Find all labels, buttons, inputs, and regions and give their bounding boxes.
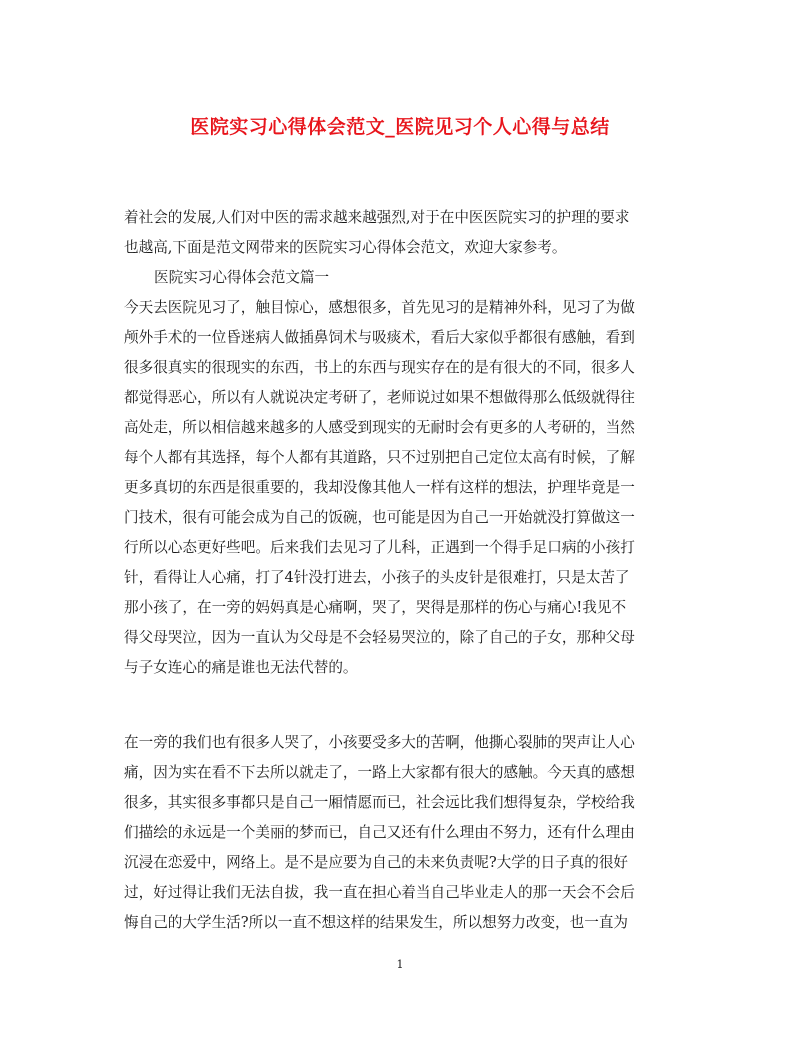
text-line: 与子女连心的痛是谁也无法代替的。 <box>124 659 358 676</box>
text-line: 那小孩了，在一旁的妈妈真是心痛啊，哭了，哭得是那样的伤心与痛心!我见不 <box>124 599 627 616</box>
text-line: 颅外手术的一位昏迷病人做插鼻饲术与吸痰术，看后大家似乎都很有感触，看到 <box>124 329 635 346</box>
paragraph-2 <box>124 728 676 938</box>
text-line: 行所以心态更好些吧。后来我们去见习了儿科，正遇到一个得手足口病的小孩打 <box>124 539 635 556</box>
text-line: 针，看得让人心痛，打了4针没打进去，小孩子的头皮针是很难打，只是太苦了 <box>124 569 630 586</box>
text-line: 很多很真实的很现实的东西，书上的东西与现实存在的是有很大的不同，很多人 <box>124 359 635 376</box>
document-title: 医院实习心得体会范文_医院见习个人心得与总结 <box>190 116 610 138</box>
text-line: 今天去医院见习了，触目惊心，感想很多，首先见习的是精神外科，见习了为做 <box>124 299 635 316</box>
text-line: 在一旁的我们也有很多人哭了，小孩要受多大的苦啊，他撕心裂肺的哭声让人心 <box>124 734 635 751</box>
text-line: 得父母哭泣，因为一直认为父母是不会轻易哭泣的，除了自己的子女，那种父母 <box>124 629 635 646</box>
page-number: 1 <box>396 958 404 971</box>
text-line: 每个人都有其选择，每个人都有其道路，只不过别把自己定位太高有时候，了解 <box>124 449 635 466</box>
paragraph-1 <box>124 293 676 683</box>
text-line: 很多，其实很多事都只是自己一厢情愿而已，社会远比我们想得复杂，学校给我 <box>124 794 635 811</box>
text-line: 着社会的发展,人们对中医的需求越来越强烈,对于在中医医院实习的护理的要求 <box>124 209 630 226</box>
text-line: 高处走，所以相信越来越多的人感受到现实的无耐时会有更多的人考研的，当然 <box>124 419 635 436</box>
text-line: 都觉得恶心，所以有人就说决定考研了，老师说过如果不想做得那么低级就得往 <box>124 389 635 406</box>
text-line: 更多真切的东西是很重要的，我却没像其他人一样有这样的想法，护理毕竟是一 <box>124 479 635 496</box>
text-line: 门技术，很有可能会成为自己的饭碗，也可能是因为自己一开始就没打算做这一 <box>124 509 635 526</box>
text-line: 们描绘的永远是一个美丽的梦而已，自己又还有什么理由不努力，还有什么理由 <box>124 824 635 841</box>
text-line: 痛，因为实在看不下去所以就走了，一路上大家都有很大的感触。今天真的感想 <box>124 764 635 781</box>
text-line: 悔自己的大学生活?所以一直不想这样的结果发生，所以想努力改变，也一直为 <box>124 914 629 931</box>
text-line: 过，好过得让我们无法自拔，我一直在担心着当自己毕业走人的那一天会不会后 <box>124 884 635 901</box>
text-line: 也越高,下面是范文网带来的医院实习心得体会范文，欢迎大家参考。 <box>124 239 567 256</box>
intro-paragraph <box>124 203 676 263</box>
section-subheading: 医院实习心得体会范文篇一 <box>154 269 330 286</box>
text-line: 沉浸在恋爱中，网络上。是不是应要为自己的未来负责呢?大学的日子真的很好 <box>124 854 629 871</box>
